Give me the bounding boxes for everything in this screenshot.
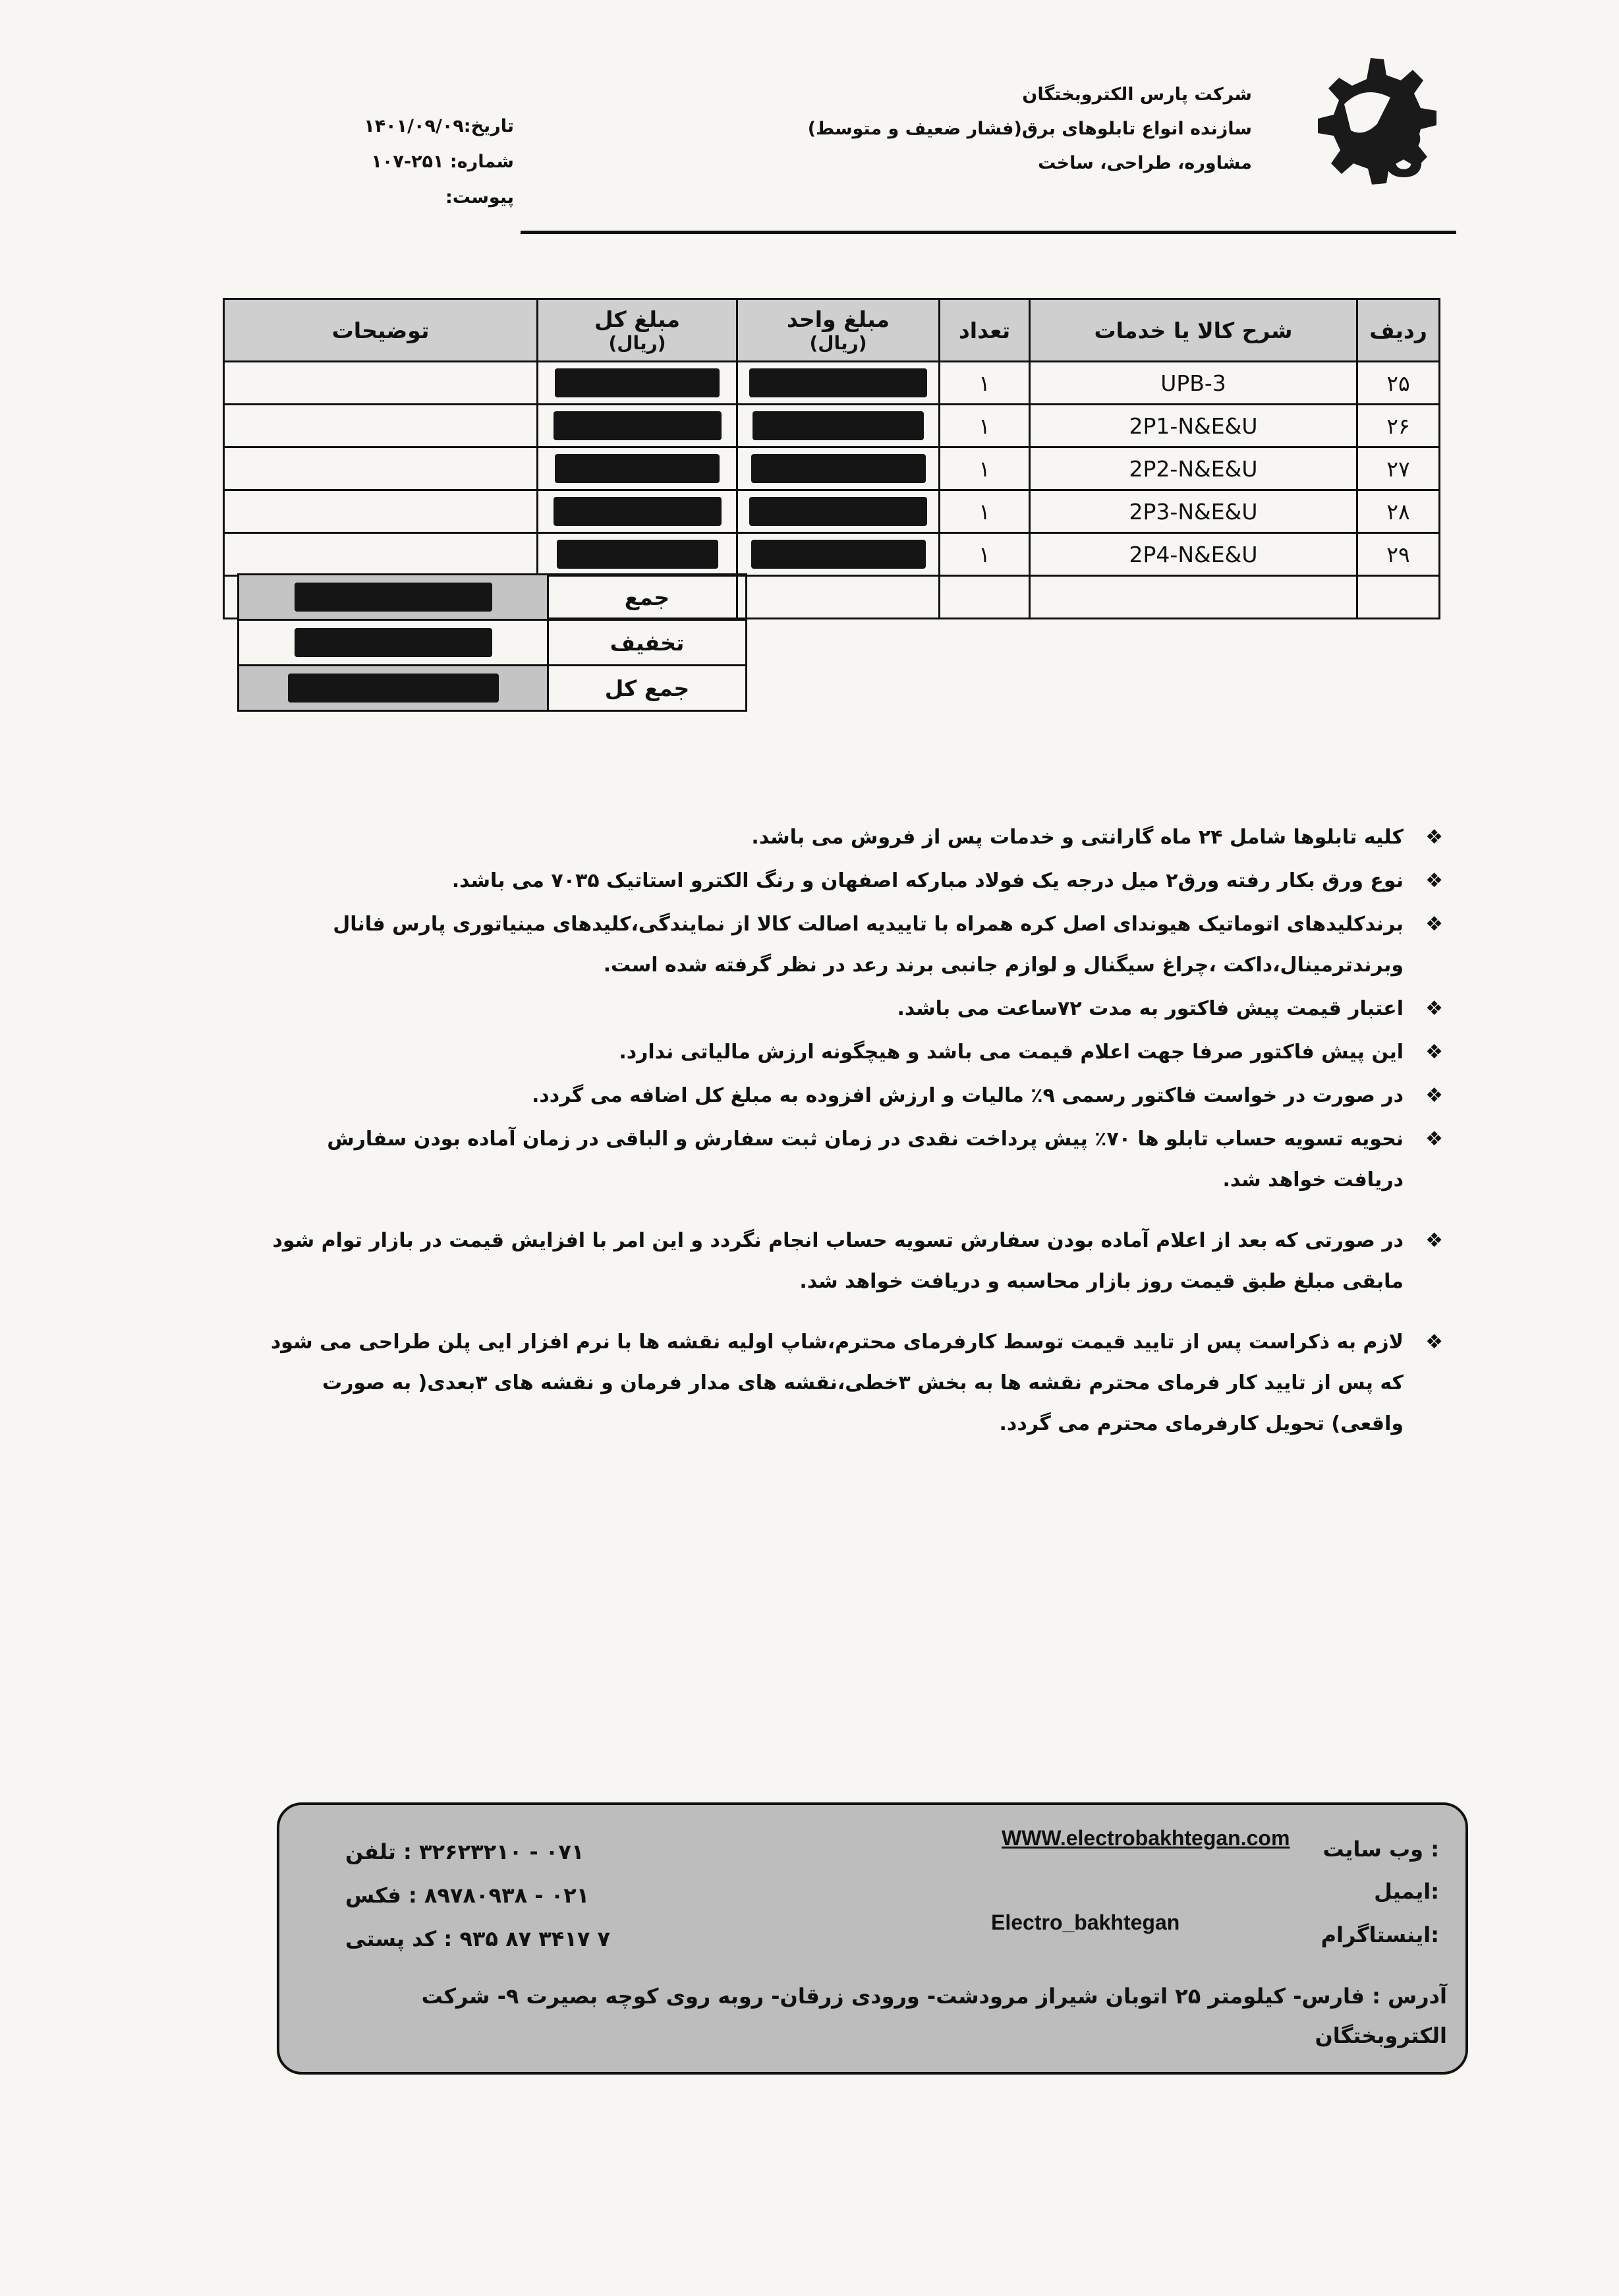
term-text: این پیش فاکتور صرفا جهت اعلام قیمت می باشد و هیچگونه ارزش مالیاتی ندارد. <box>619 1041 1404 1064</box>
empty-cell <box>737 576 940 619</box>
term-text: نوع ورق بکار رفته ورق۲ میل درجه یک فولاد مبارکه اصفهان و رنگ الکترو استاتیک ۷۰۳۵ می باشد. <box>451 869 1404 892</box>
term-text: کلیه تابلوها شامل ۲۴ ماه گارانتی و خدمات پس از فروش می باشد. <box>751 826 1404 849</box>
term-item <box>264 1119 1443 1201</box>
redaction-mark <box>751 454 926 483</box>
diamond-bullet-icon: ❖ <box>1425 913 1443 936</box>
empty-cell <box>1030 576 1357 619</box>
items-table <box>223 298 1440 619</box>
row-qty: ۱ <box>940 447 1030 490</box>
empty-cell <box>940 576 1030 619</box>
row-qty: ۱ <box>940 362 1030 405</box>
row-total-price <box>538 533 737 576</box>
table-row <box>224 447 1440 490</box>
row-unit-price <box>737 362 940 405</box>
fax-number: ۰۲۱ - ۸۹۷۸۰۹۳۸ : فکس <box>345 1883 590 1908</box>
term-item <box>264 1220 1443 1302</box>
company-services: مشاوره، طراحی، ساخت <box>1038 153 1252 173</box>
redaction-mark <box>557 540 718 569</box>
document-attachment: پیوست: <box>445 187 514 208</box>
terms-list <box>264 817 1443 1447</box>
redaction-mark <box>554 411 722 440</box>
diamond-bullet-icon: ❖ <box>1425 826 1443 849</box>
company-address: آدرس : فارس- کیلومتر ۲۵ اتوبان شیراز مرودشت- ورودی زرقان- روبه روی کوچه بصیرت ۹- شرکت الکتروبختگان <box>421 1984 1447 2048</box>
term-text: لازم به ذکراست پس از تایید قیمت توسط کارفرمای محترم،شاپ اولیه نقشه ها با نرم افزار ایی پلن طراحی می شود که پس از تایید کار فرمای محترم نقشه ها به بخش ۳خطی،نقشه های مدار فرمان و نقشه های ۳بعدی( به صورت واقعی) تحویل کارفرمای محترم می گردد. <box>270 1331 1404 1435</box>
row-unit-price <box>737 533 940 576</box>
term-item <box>264 1076 1443 1116</box>
term-item <box>264 904 1443 986</box>
row-number: ۲۸ <box>1357 490 1440 533</box>
diamond-bullet-icon: ❖ <box>1425 1084 1443 1107</box>
row-notes <box>224 490 538 533</box>
company-header <box>807 78 1252 181</box>
table-header-row <box>224 299 1440 362</box>
total-price-unit: (ریال) <box>608 332 666 354</box>
redaction-mark <box>295 628 492 657</box>
document-number: شماره: ۲۵۱-۱۰۷ <box>371 152 514 172</box>
redaction-mark <box>751 540 926 569</box>
diamond-bullet-icon: ❖ <box>1425 1041 1443 1064</box>
col-notes-header: توضیحات <box>224 299 538 362</box>
discount-label: تخفیف <box>548 620 747 666</box>
term-item <box>264 1322 1443 1445</box>
term-text: اعتبار قیمت پیش فاکتور به مدت ۷۲ساعت می باشد. <box>897 997 1404 1020</box>
instagram-label: اینستاگرام: <box>1321 1922 1439 1947</box>
diamond-bullet-icon: ❖ <box>1425 1331 1443 1354</box>
row-qty: ۱ <box>940 405 1030 447</box>
col-row-header: ردیف <box>1357 299 1440 362</box>
row-notes <box>224 405 538 447</box>
term-item <box>264 1032 1443 1073</box>
row-qty: ۱ <box>940 490 1030 533</box>
website-link[interactable]: WWW.electrobakhtegan.com <box>1002 1826 1290 1850</box>
totals-table <box>237 573 747 712</box>
totals-row-discount <box>239 620 747 666</box>
diamond-bullet-icon: ❖ <box>1425 1128 1443 1151</box>
col-total-price-header <box>538 299 737 362</box>
totals-row-grand <box>239 666 747 711</box>
row-notes <box>224 362 538 405</box>
unit-price-label: مبلغ واحد <box>786 306 890 332</box>
table-row <box>224 362 1440 405</box>
table-row <box>224 405 1440 447</box>
row-unit-price <box>737 490 940 533</box>
grand-total-value <box>239 666 548 711</box>
sum-value <box>239 575 548 620</box>
col-desc-header: شرح کالا یا خدمات <box>1030 299 1357 362</box>
term-item <box>264 989 1443 1029</box>
redaction-mark <box>753 411 924 440</box>
document-meta <box>364 109 514 215</box>
website-label: وب سایت : <box>1322 1837 1439 1862</box>
redaction-mark <box>288 674 499 703</box>
redaction-mark <box>749 497 927 526</box>
row-number: ۲۹ <box>1357 533 1440 576</box>
instagram-handle[interactable]: Electro_bakhtegan <box>991 1910 1180 1934</box>
row-total-price <box>538 362 737 405</box>
phone-number: ۰۷۱ - ۳۲۶۲۳۲۱۰ : تلفن <box>345 1839 584 1864</box>
redaction-mark <box>749 368 927 397</box>
header-divider <box>521 231 1456 234</box>
row-desc: 2P2-N&E&U <box>1030 447 1357 490</box>
term-item <box>264 861 1443 902</box>
company-name: شرکت پارس الکتروبختگان <box>1022 84 1252 105</box>
row-number: ۲۶ <box>1357 405 1440 447</box>
diamond-bullet-icon: ❖ <box>1425 997 1443 1020</box>
company-logo <box>1305 51 1436 210</box>
empty-cell <box>1357 576 1440 619</box>
redaction-mark <box>554 497 722 526</box>
row-total-price <box>538 447 737 490</box>
row-unit-price <box>737 405 940 447</box>
term-item <box>264 817 1443 858</box>
row-desc: 2P3-N&E&U <box>1030 490 1357 533</box>
term-text: نحویه تسویه حساب تابلو ها ۷۰٪ پیش پرداخت نقدی در زمان ثبت سفارش و الباقی در زمان آماده بودن سفارش دریافت خواهد شد. <box>327 1128 1404 1191</box>
row-total-price <box>538 490 737 533</box>
row-number: ۲۵ <box>1357 362 1440 405</box>
diamond-bullet-icon: ❖ <box>1425 1229 1443 1252</box>
row-unit-price <box>737 447 940 490</box>
col-qty-header: تعداد <box>940 299 1030 362</box>
company-tagline: سازنده انواع تابلوهای برق(فشار ضعیف و متوسط) <box>807 119 1252 139</box>
redaction-mark <box>555 454 720 483</box>
totals-row-sum <box>239 575 747 620</box>
row-notes <box>224 533 538 576</box>
row-notes <box>224 447 538 490</box>
discount-value <box>239 620 548 666</box>
row-total-price <box>538 405 737 447</box>
term-text: برندکلیدهای اتوماتیک هیوندای اصل کره همراه با تاییدیه اصالت کالا از نمایندگی،کلیدهای مینیاتوری پارس فانال وبرندترمینال،داکت ،چراغ سیگنال و لوازم جانبی برند رعد در نظر گرفته شده است. <box>333 913 1404 977</box>
row-desc: UPB-3 <box>1030 362 1357 405</box>
redaction-mark <box>295 583 492 612</box>
unit-price-unit: (ریال) <box>809 332 867 354</box>
row-number: ۲۷ <box>1357 447 1440 490</box>
svg-text:3: 3 <box>1384 111 1425 192</box>
postal-code: ۷ ۳۴۱۷ ۸۷ ۹۳۵ : کد پستی <box>345 1926 611 1951</box>
document-date: تاریخ:۱۴۰۱/۰۹/۰۹ <box>364 116 514 136</box>
term-text: در صورت در خواست فاکتور رسمی ۹٪ مالیات و ارزش افزوده به مبلغ کل اضافه می گردد. <box>532 1084 1404 1107</box>
row-qty: ۱ <box>940 533 1030 576</box>
grand-total-label: جمع کل <box>548 666 747 711</box>
row-desc: 2P1-N&E&U <box>1030 405 1357 447</box>
row-desc: 2P4-N&E&U <box>1030 533 1357 576</box>
diamond-bullet-icon: ❖ <box>1425 869 1443 892</box>
sum-label: جمع <box>548 575 747 620</box>
contact-footer <box>277 1802 1468 2075</box>
table-row <box>224 490 1440 533</box>
total-price-label: مبلغ کل <box>594 306 681 332</box>
redaction-mark <box>555 368 720 397</box>
col-unit-price-header <box>737 299 940 362</box>
email-label: ایمیل: <box>1374 1879 1439 1904</box>
table-row <box>224 533 1440 576</box>
term-text: در صورتی که بعد از اعلام آماده بودن سفارش تسویه حساب انجام نگردد و این امر با افزایش قیمت در بازار توام شود مابقی مبلغ طبق قیمت روز بازار محاسبه و دریافت خواهد شد. <box>272 1229 1404 1293</box>
